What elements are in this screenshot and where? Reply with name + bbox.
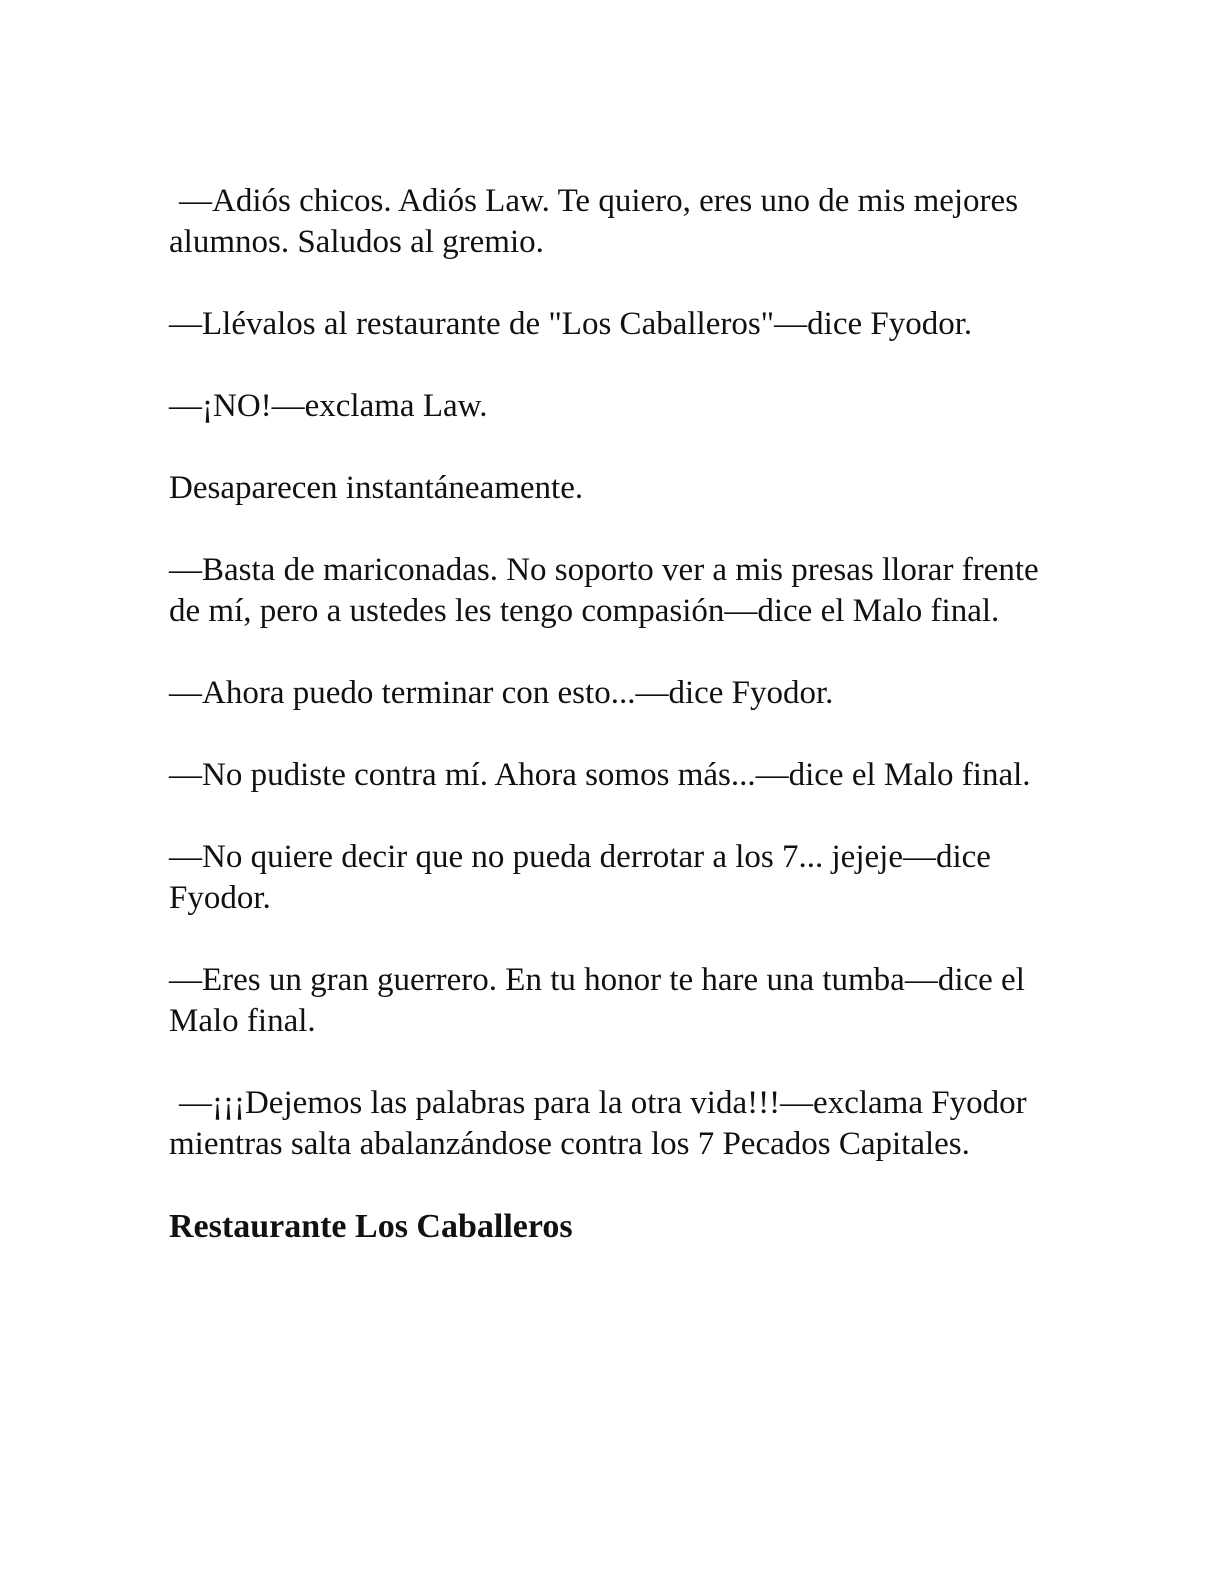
paragraph-2: —Llévalos al restaurante de "Los Caballeros"—dice Fyodor. (169, 306, 973, 342)
paragraph-7: —No pudiste contra mí. Ahora somos más...—dice el Malo final. (169, 757, 1031, 793)
paragraph-5: —Basta de mariconadas. No soporto ver a mis presas llorar frente de mí, pero a ustedes les tengo compasión—dice el Malo final. (169, 552, 1039, 629)
paragraph-9: —Eres un gran guerrero. En tu honor te hare una tumba—dice el Malo final. (169, 962, 1025, 1039)
section-heading: Restaurante Los Caballeros (169, 1208, 573, 1245)
paragraph-3: —¡NO!—exclama Law. (169, 388, 488, 424)
paragraph-4: Desaparecen instantáneamente. (169, 470, 584, 506)
document-body (169, 181, 1069, 1247)
paragraph-8: —No quiere decir que no pueda derrotar a los 7... jejeje—dice Fyodor. (169, 839, 991, 916)
paragraph-1: —Adiós chicos. Adiós Law. Te quiero, eres uno de mis mejores alumnos. Saludos al gremio. (169, 183, 1019, 260)
paragraph-10: —¡¡¡Dejemos las palabras para la otra vida!!!—exclama Fyodor mientras salta abalanzándose contra los 7 Pecados Capitales. (169, 1085, 1027, 1162)
paragraph-6: —Ahora puedo terminar con esto...—dice Fyodor. (169, 675, 834, 711)
